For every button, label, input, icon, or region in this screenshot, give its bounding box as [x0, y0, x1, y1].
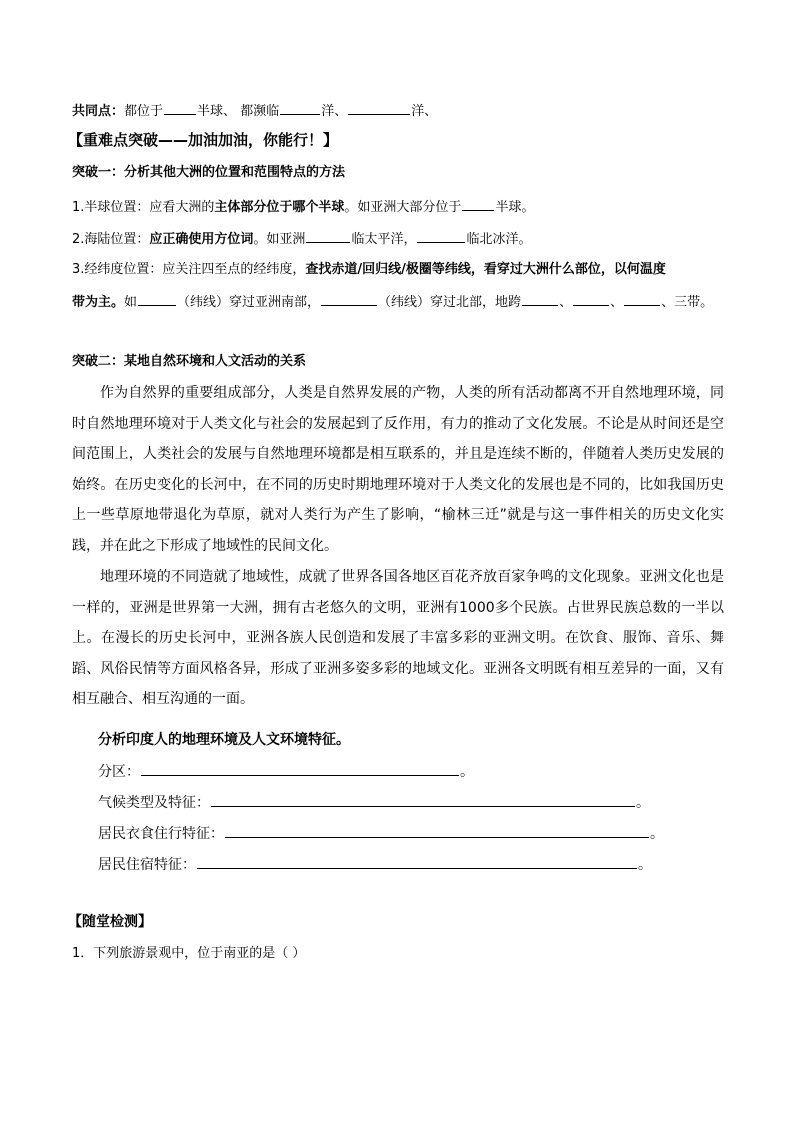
b1-item-2-suffix: 临北冰洋。: [466, 232, 532, 247]
b1-item-2-prefix: 2.海陆位置：: [72, 232, 150, 247]
common-points-line: [72, 100, 437, 122]
b1-item-1-prefix: 1.半球位置：应看大洲的: [72, 200, 215, 215]
sep-1: 、: [559, 295, 573, 310]
field-housing-input[interactable]: [197, 853, 637, 869]
common-text-1: 都位于: [124, 104, 164, 119]
field-housing-end: 。: [638, 857, 652, 873]
common-text-4: 洋、: [321, 104, 348, 119]
b1-item-3-end: 三带。: [674, 295, 714, 310]
sep-3: 、: [661, 295, 675, 310]
b1-item-3-prefix: 3.经纬度位置：应关注四至点的经纬度，: [72, 262, 306, 277]
blank-latitude-south[interactable]: [138, 291, 176, 306]
field-daily-life-label: 居民衣食住行特征：: [98, 826, 224, 842]
field-climate-end: 。: [636, 795, 650, 811]
b1-item-2-mid2: 临太平洋，: [351, 232, 417, 247]
common-text-2: 半球、: [197, 104, 237, 119]
field-climate-label: 气候类型及特征：: [98, 795, 210, 811]
b1-item-1-suffix: 半球。: [495, 200, 535, 215]
field-daily-life-end: 。: [650, 826, 664, 842]
b1-item-3-line-1: [72, 260, 666, 280]
b1-item-1-bold: 主体部分位于哪个半球: [214, 200, 345, 215]
blank-zone-1[interactable]: [522, 291, 558, 306]
b2-task: 分析印度人的地理环境及人文环境特征。: [98, 732, 350, 748]
field-daily-life: [98, 822, 664, 844]
field-region: [98, 760, 474, 782]
blank-asia-hemisphere[interactable]: [462, 196, 494, 211]
b1-item-3-line-2: [72, 291, 713, 313]
blank-pacific-side[interactable]: [306, 228, 350, 243]
common-label: 共同点：: [72, 104, 125, 119]
field-region-end: 。: [460, 764, 474, 780]
field-climate-input[interactable]: [211, 791, 635, 807]
field-region-label: 分区：: [98, 764, 140, 780]
sep-2: 、: [610, 295, 624, 310]
field-daily-life-input[interactable]: [225, 822, 649, 838]
b1-item-2-mid: 。如亚洲: [253, 232, 306, 247]
b1-item-3-t1: 如: [124, 295, 138, 310]
b1-item-1: [72, 196, 534, 218]
b1-item-2: [72, 228, 531, 250]
blank-ocean-2[interactable]: [348, 100, 410, 115]
breakthrough-2-title: 突破二：某地自然环境和人文活动的关系: [72, 354, 307, 369]
common-text-3: 都濒临: [240, 104, 280, 119]
quiz-header: 【随堂检测】: [68, 914, 152, 930]
quiz-question-1: 1．下列旅游景观中，位于南亚的是（ ）: [72, 946, 306, 961]
b1-item-1-mid: 。如亚洲大部分位于: [344, 200, 462, 215]
b1-item-3-t3: （纬线）穿过北部，地跨: [378, 295, 522, 310]
blank-latitude-north[interactable]: [321, 291, 377, 306]
blank-ocean-1[interactable]: [280, 100, 320, 115]
blank-zone-3[interactable]: [624, 291, 660, 306]
b1-item-2-bold: 应正确使用方位词: [149, 232, 254, 247]
field-climate: [98, 791, 650, 813]
blank-arctic-side[interactable]: [417, 228, 465, 243]
field-housing-label: 居民住宿特征：: [98, 857, 196, 873]
b1-item-3-t2: （纬线）穿过亚洲南部，: [177, 295, 321, 310]
b2-paragraph-2: 地理环境的不同造就了地域性，成就了世界各国各地区百花齐放百家争鸣的文化现象。亚洲文化也是一样的，亚洲是世界第一大洲，拥有古老悠久的文明，亚洲有1000多个民族。占世界民族总数的一半以上。在漫长的历史长河中，亚洲各族人民创造和发展了丰富多彩的亚洲文明。在饮食、服饰、音乐、舞蹈、风俗民情等方面风格各异，形成了亚洲多姿多彩的地域文化。亚洲各文明既有相互差异的一面，又有相互融合、相互沟通的一面。: [72, 569, 724, 707]
field-region-input[interactable]: [141, 760, 459, 776]
b2-paragraph-1: 作为自然界的重要组成部分，人类是自然界发展的产物，人类的所有活动都离不开自然地理环境，同时自然地理环境对于人类文化与社会的发展起到了反作用，有力的推动了文化发展。不论是从时间还是空间范围上，人类社会的发展与自然地理环境都是相互联系的，并且是连续不断的，伴随着人类历史发展的始终。在历史变化的长河中，在不同的历史时期地理环境对于人类文化的发展也是不同的，比如我国历史上一些草原地带退化为草原，就对人类行为产生了影响，“榆林三迁”就是与这一事件相关的历史文化实践，并在此之下形成了地域性的民间文化。: [72, 385, 724, 554]
b1-item-3-bold-2: 带为主。: [72, 295, 125, 310]
blank-hemisphere[interactable]: [164, 100, 196, 115]
common-text-5: 洋、: [411, 104, 438, 119]
breakthrough-1-title: 突破一：分析其他大洲的位置和范围特点的方法: [72, 165, 346, 180]
field-housing: [98, 853, 652, 875]
breakthrough-header: 【重难点突破——加油加油，你能行！】: [68, 131, 339, 149]
blank-zone-2[interactable]: [573, 291, 609, 306]
b1-item-3-bold: 查找赤道/回归线/极圈等纬线，看穿过大洲什么部位，以何温度: [305, 262, 666, 277]
